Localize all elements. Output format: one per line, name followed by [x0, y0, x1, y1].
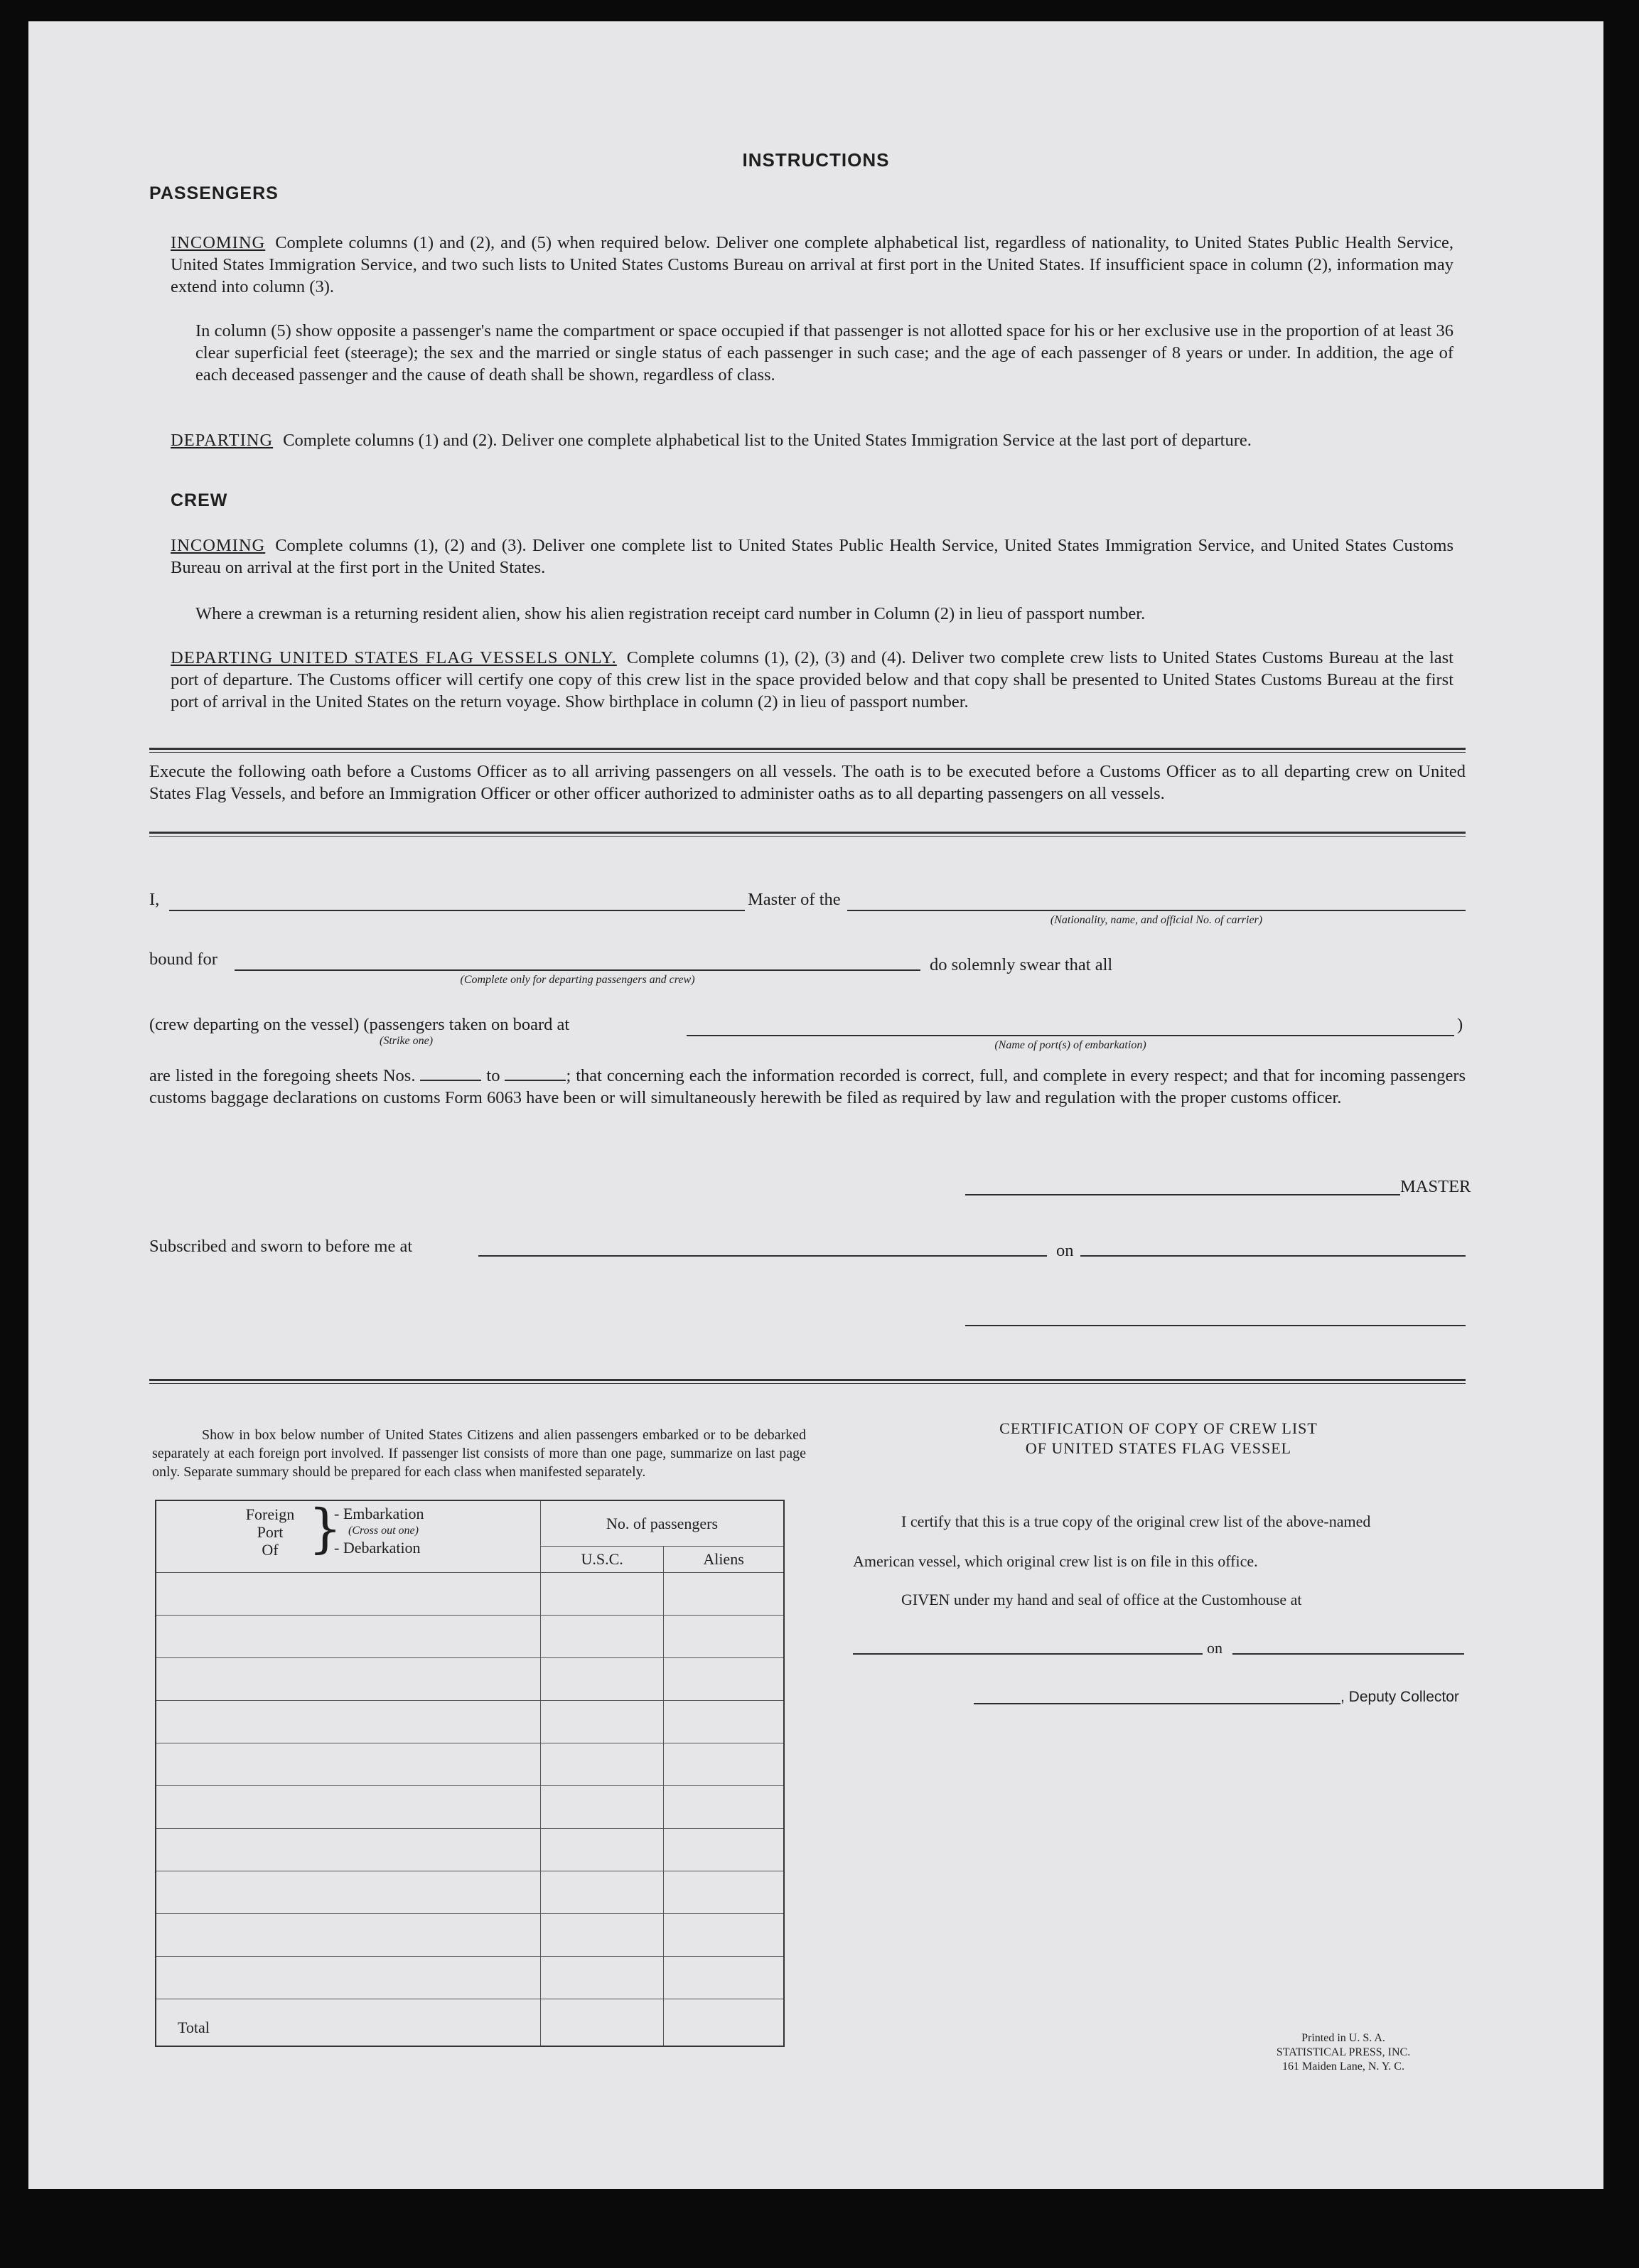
passengers-heading: PASSENGERS: [149, 183, 279, 203]
passengers-departing-label: DEPARTING: [171, 431, 274, 450]
cert-date-field[interactable]: [1232, 1653, 1464, 1655]
table-row: [156, 1871, 784, 1914]
customhouse-field[interactable]: [853, 1653, 1203, 1655]
usc-cell[interactable]: [541, 1743, 664, 1786]
american-vessel-text: American vessel, which original crew list is on file in this office.: [853, 1552, 1258, 1570]
aliens-cell[interactable]: [664, 1743, 784, 1786]
table-row: [156, 1658, 784, 1701]
master-label: MASTER: [1400, 1177, 1471, 1196]
table-row: [156, 1743, 784, 1786]
subscribed-label: Subscribed and sworn to before me at: [149, 1237, 413, 1256]
port-cell[interactable]: [156, 1658, 541, 1701]
close-paren: ): [1457, 1015, 1463, 1034]
of-label: Of: [262, 1541, 279, 1559]
sworn-on-label: on: [1056, 1241, 1074, 1260]
port-cell[interactable]: [156, 1786, 541, 1829]
passengers-incoming-label: INCOMING: [171, 233, 266, 252]
table-row: [156, 1829, 784, 1871]
no-of-passengers-header: No. of passengers: [541, 1500, 784, 1547]
table-row: [156, 1616, 784, 1658]
usc-cell[interactable]: [541, 1573, 664, 1616]
deputy-collector-signature-field[interactable]: [974, 1703, 1340, 1704]
passengers-incoming-paragraph: [171, 232, 1453, 298]
aliens-cell[interactable]: [664, 1914, 784, 1957]
master-name-field[interactable]: [169, 910, 745, 911]
certification-title: [853, 1419, 1464, 1458]
master-signature-field[interactable]: [965, 1194, 1400, 1195]
port-cell[interactable]: [156, 1743, 541, 1786]
aliens-cell[interactable]: [664, 1829, 784, 1871]
usc-cell[interactable]: [541, 1829, 664, 1871]
usc-header: U.S.C.: [541, 1547, 664, 1573]
aliens-cell[interactable]: [664, 1616, 784, 1658]
usc-total-cell[interactable]: [541, 1999, 664, 2046]
port-cell[interactable]: [156, 1871, 541, 1914]
oath-i-label: I,: [149, 890, 160, 909]
passengers-departing-paragraph: [171, 429, 1453, 451]
crew-heading: CREW: [171, 490, 228, 510]
port-cell[interactable]: [156, 1616, 541, 1658]
sheet-to-field[interactable]: [505, 1065, 566, 1081]
certify-text: I certify that this is a true copy of the original crew list of the above-named: [901, 1512, 1371, 1530]
sheet-from-field[interactable]: [420, 1065, 481, 1081]
crew-departing-paragraph: [171, 647, 1453, 713]
crew-incoming-paragraph: [171, 534, 1453, 579]
aliens-cell[interactable]: [664, 1701, 784, 1743]
bound-for-label: bound for: [149, 950, 217, 969]
crew-incoming-text: Complete columns (1), (2) and (3). Deliver one complete list to United States Public Health Service, United States Immigration Service, and United States Customs Bureau on arrival at the first port in the United States.: [171, 536, 1453, 577]
aliens-cell[interactable]: [664, 1871, 784, 1914]
crew-departing-label: DEPARTING UNITED STATES FLAG VESSELS ONLY.: [171, 648, 617, 667]
embarkation-option[interactable]: - Embarkation: [334, 1505, 424, 1522]
listed-text: are listed in the foregoing sheets Nos.: [149, 1066, 416, 1085]
printer-line2: STATISTICAL PRESS, INC.: [1276, 2046, 1411, 2058]
carrier-field[interactable]: [847, 910, 1466, 911]
aliens-total-cell[interactable]: [664, 1999, 784, 2046]
to-label: to: [486, 1066, 500, 1085]
table-row: [156, 1701, 784, 1743]
aliens-cell[interactable]: [664, 1957, 784, 1999]
passengers-column5-paragraph: In column (5) show opposite a passenger's name the compartment or space occupied if that passenger is not allotted space for his or her exclusive use in the proportion of at least 36 clear superficial feet (steerage); the sex and the married or single status of each passenger in such case; and the age of each passenger of 8 years or under. In addition, the age of each deceased passenger and the cause of death shall be shown, regardless of class.: [195, 321, 1453, 385]
listed-rest-text: ; that concerning each the information recorded is correct, full, and complete in every respect; and that for incoming passengers customs baggage declarations on customs Form 6063 have been or will simultaneously herewith be filed as required by law and regulation with the proper customs officer.: [149, 1066, 1466, 1107]
port-label: Port: [257, 1523, 284, 1541]
table-row: [156, 1957, 784, 1999]
printer-line3: 161 Maiden Lane, N. Y. C.: [1282, 2060, 1404, 2073]
port-cell[interactable]: [156, 1573, 541, 1616]
cert-on-label: on: [1207, 1639, 1222, 1657]
usc-cell[interactable]: [541, 1957, 664, 1999]
brace-icon: }: [308, 1498, 343, 1559]
sworn-location-field[interactable]: [478, 1255, 1047, 1257]
bound-for-caption: (Complete only for departing passengers and crew): [460, 974, 695, 986]
certification-title-line1: CERTIFICATION OF COPY OF CREW LIST: [999, 1419, 1318, 1437]
usc-cell[interactable]: [541, 1701, 664, 1743]
table-row: [156, 1573, 784, 1616]
port-cell[interactable]: [156, 1914, 541, 1957]
crew-departing-clause: (crew departing on the vessel) (passengers taken on board at: [149, 1015, 570, 1034]
bound-for-field[interactable]: [235, 969, 920, 971]
foreign-label: Foreign: [245, 1505, 295, 1523]
form-page: [28, 21, 1603, 2189]
cross-out-note: (Cross out one): [348, 1525, 419, 1537]
printer-line1: Printed in U. S. A.: [1301, 2032, 1385, 2044]
total-label: Total: [156, 1999, 541, 2046]
officer-signature-field[interactable]: [965, 1325, 1466, 1326]
port-caption: (Name of port(s) of embarkation): [994, 1039, 1146, 1051]
strike-one-caption: (Strike one): [380, 1035, 434, 1047]
table-row: [156, 1914, 784, 1957]
passengers-incoming-text: Complete columns (1) and (2), and (5) when required below. Deliver one complete alphabetical list, regardless of nationality, to United States Public Health Service, United States Immigration Service, and two such lists to United States Customs Bureau on arrival at first port in the United States. If insufficient space in column (2), information may extend into column (3).: [171, 233, 1453, 296]
crew-departing-text: Complete columns (1), (2), (3) and (4). Deliver two complete crew lists to United States Customs Bureau at the last port of departure. The Customs officer will certify one copy of this crew list in the space provided below and that copy shall be presented to United States Customs Bureau at the first port of arrival in the United States on the return voyage. Show birthplace in column (2) in lieu of passport number.: [171, 648, 1453, 711]
crew-resident-paragraph: Where a crewman is a returning resident alien, show his alien registration receipt card number in Column (2) in lieu of passport number.: [195, 604, 1146, 623]
sworn-date-field[interactable]: [1080, 1255, 1466, 1257]
oath-instruction: Execute the following oath before a Customs Officer as to all arriving passengers on all vessels. The oath is to be executed before a Customs Officer as to all departing crew on United States Flag Vessels, and before an Immigration Officer or other officer authorized to administer oaths as to all departing passengers on all vessels.: [149, 762, 1466, 803]
section-divider-bottom: [149, 1379, 1466, 1384]
crew-incoming-label: INCOMING: [171, 536, 266, 555]
port-cell[interactable]: [156, 1701, 541, 1743]
aliens-cell[interactable]: [664, 1573, 784, 1616]
port-of-embarkation-field[interactable]: [687, 1035, 1454, 1036]
swear-text: do solemnly swear that all: [930, 955, 1113, 974]
aliens-cell[interactable]: [664, 1658, 784, 1701]
usc-cell[interactable]: [541, 1616, 664, 1658]
port-cell[interactable]: [156, 1829, 541, 1871]
instructions-title: INSTRUCTIONS: [742, 149, 890, 171]
aliens-cell[interactable]: [664, 1786, 784, 1829]
foreign-port-header: [156, 1500, 541, 1573]
printer-imprint: [1230, 2031, 1457, 2074]
usc-cell[interactable]: [541, 1871, 664, 1914]
summary-instruction: Show in box below number of United States Citizens and alien passengers embarked or to be debarked separately at each foreign port involved. If passenger list consists of more than one page, summarize on last page only. Separate summary should be prepared for each class when manifested separately.: [152, 1427, 806, 1480]
master-of-the-label: Master of the: [748, 890, 841, 909]
carrier-caption: (Nationality, name, and official No. of carrier): [1050, 914, 1263, 926]
usc-cell[interactable]: [541, 1658, 664, 1701]
section-divider-oath: [149, 832, 1466, 837]
port-cell[interactable]: [156, 1957, 541, 1999]
debarkation-option[interactable]: - Debarkation: [334, 1539, 421, 1557]
usc-cell[interactable]: [541, 1786, 664, 1829]
passengers-departing-text: Complete columns (1) and (2). Deliver one complete alphabetical list to the United States Immigration Service at the last port of departure.: [283, 431, 1252, 450]
table-row: [156, 1786, 784, 1829]
section-divider-top: [149, 748, 1466, 753]
deputy-collector-label: , Deputy Collector: [1340, 1689, 1459, 1705]
given-text: GIVEN under my hand and seal of office at the Customhouse at: [901, 1591, 1302, 1608]
passenger-summary-table: [155, 1500, 785, 2047]
listed-paragraph: [149, 1065, 1466, 1109]
aliens-header: Aliens: [664, 1547, 784, 1573]
certification-title-line2: OF UNITED STATES FLAG VESSEL: [1025, 1439, 1292, 1457]
total-row: [156, 1999, 784, 2046]
usc-cell[interactable]: [541, 1914, 664, 1957]
